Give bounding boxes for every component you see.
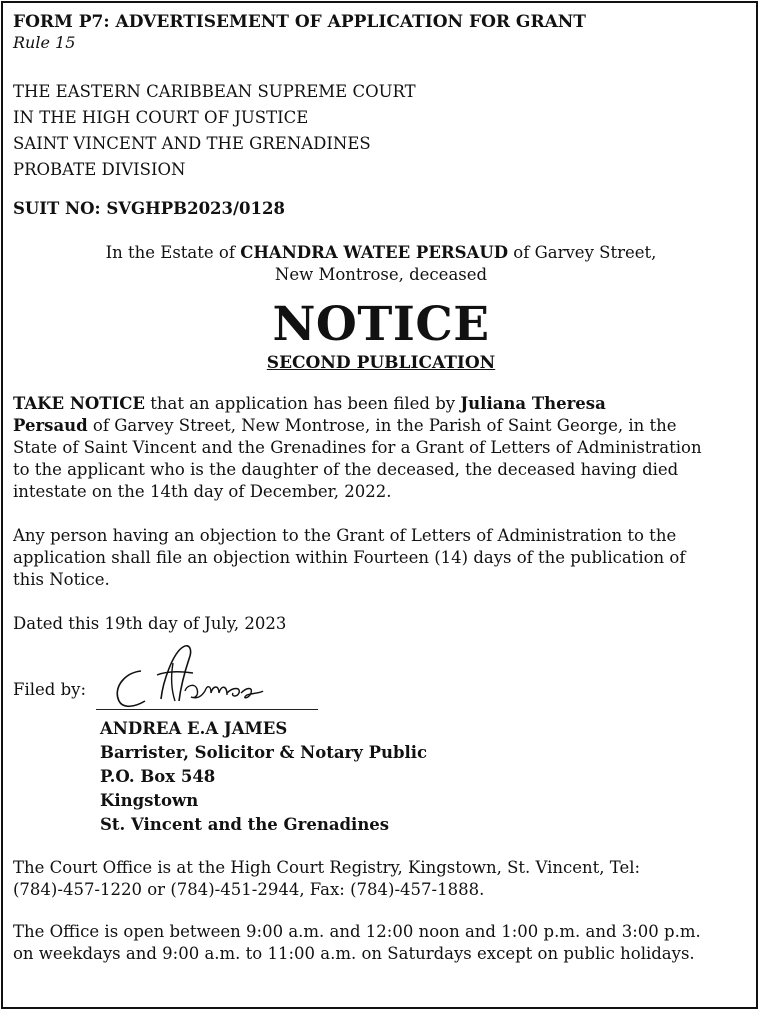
take-notice-line-3: State of Saint Vincent and the Grenadines for a Grant of Letters of Administration: [13, 438, 702, 457]
office-hours-line-1: The Office is open between 9:00 a.m. and 12:00 noon and 1:00 p.m. and 3:00 p.m.: [13, 922, 701, 941]
objection-line-3: this Notice.: [13, 570, 110, 589]
applicant-name-1: Juliana Theresa: [460, 394, 606, 413]
office-hours-line-2: on weekdays and 9:00 a.m. to 11:00 a.m. on Saturdays except on public holidays.: [13, 944, 695, 963]
form-rule: Rule 15: [13, 33, 76, 52]
court-line-3: SAINT VINCENT AND THE GRENADINES: [13, 134, 371, 153]
take-notice-line-5: intestate on the 14th day of December, 2022.: [13, 482, 392, 501]
notice-frame: [1, 1, 758, 1009]
suit-value: SVGHPB2023/0128: [106, 199, 285, 218]
signature-line: [96, 709, 318, 710]
take-notice-mid: that an application has been filed by: [150, 394, 456, 413]
filer-country: St. Vincent and the Grenadines: [100, 815, 390, 834]
court-line-1: THE EASTERN CARIBBEAN SUPREME COURT: [13, 82, 416, 101]
handwritten-signature: [101, 641, 341, 719]
filer-title: Barrister, Solicitor & Notary Public: [100, 743, 428, 762]
court-heading: [13, 79, 749, 183]
estate-line: [13, 242, 749, 286]
filer-name: ANDREA E.A JAMES: [100, 719, 288, 738]
take-notice-paragraph: [13, 393, 749, 503]
filed-by-label: Filed by:: [13, 680, 87, 699]
objection-line-2: application shall file an objection within Fourteen (14) days of the publication of: [13, 548, 686, 567]
publication-label: SECOND PUBLICATION: [266, 353, 496, 373]
take-notice-line-4: to the applicant who is the daughter of the deceased, the deceased having died: [13, 460, 679, 479]
dated-line: Dated this 19th day of July, 2023: [13, 614, 287, 633]
court-office-paragraph: [13, 857, 749, 901]
estate-prefix: In the Estate of: [105, 243, 235, 262]
office-hours-paragraph: [13, 921, 749, 965]
suit-number: [13, 198, 749, 220]
suit-label: SUIT NO:: [13, 199, 101, 218]
filer-city: Kingstown: [100, 791, 199, 810]
notice-content: [13, 11, 749, 965]
filer-po-box: P.O. Box 548: [100, 767, 216, 786]
take-notice-line-2: [13, 415, 749, 437]
estate-line-1: [13, 242, 749, 264]
filed-by-row: [13, 647, 749, 737]
take-notice-rest: of Garvey Street, New Montrose, in the Parish of Saint George, in the: [92, 416, 677, 435]
take-notice-lead: TAKE NOTICE: [13, 394, 145, 413]
estate-suffix: of Garvey Street,: [513, 243, 657, 262]
court-line-4: PROBATE DIVISION: [13, 160, 186, 179]
office-location-line-2: (784)-457-1220 or (784)-451-2944, Fax: (784)-457-1888.: [13, 880, 485, 899]
applicant-name-2: Persaud: [13, 416, 88, 435]
objection-line-1: Any person having an objection to the Grant of Letters of Administration to the: [13, 526, 677, 545]
take-notice-line-1: [13, 393, 749, 415]
office-location-line-1: The Court Office is at the High Court Registry, Kingstown, St. Vincent, Tel:: [13, 858, 641, 877]
objection-paragraph: [13, 525, 749, 591]
deceased-name: CHANDRA WATEE PERSAUD: [240, 243, 509, 262]
form-title: FORM P7: ADVERTISEMENT OF APPLICATION FOR GRANT: [13, 12, 586, 32]
estate-line-2: New Montrose, deceased: [274, 265, 488, 284]
court-line-2: IN THE HIGH COURT OF JUSTICE: [13, 108, 309, 127]
notice-title: NOTICE: [272, 297, 490, 352]
